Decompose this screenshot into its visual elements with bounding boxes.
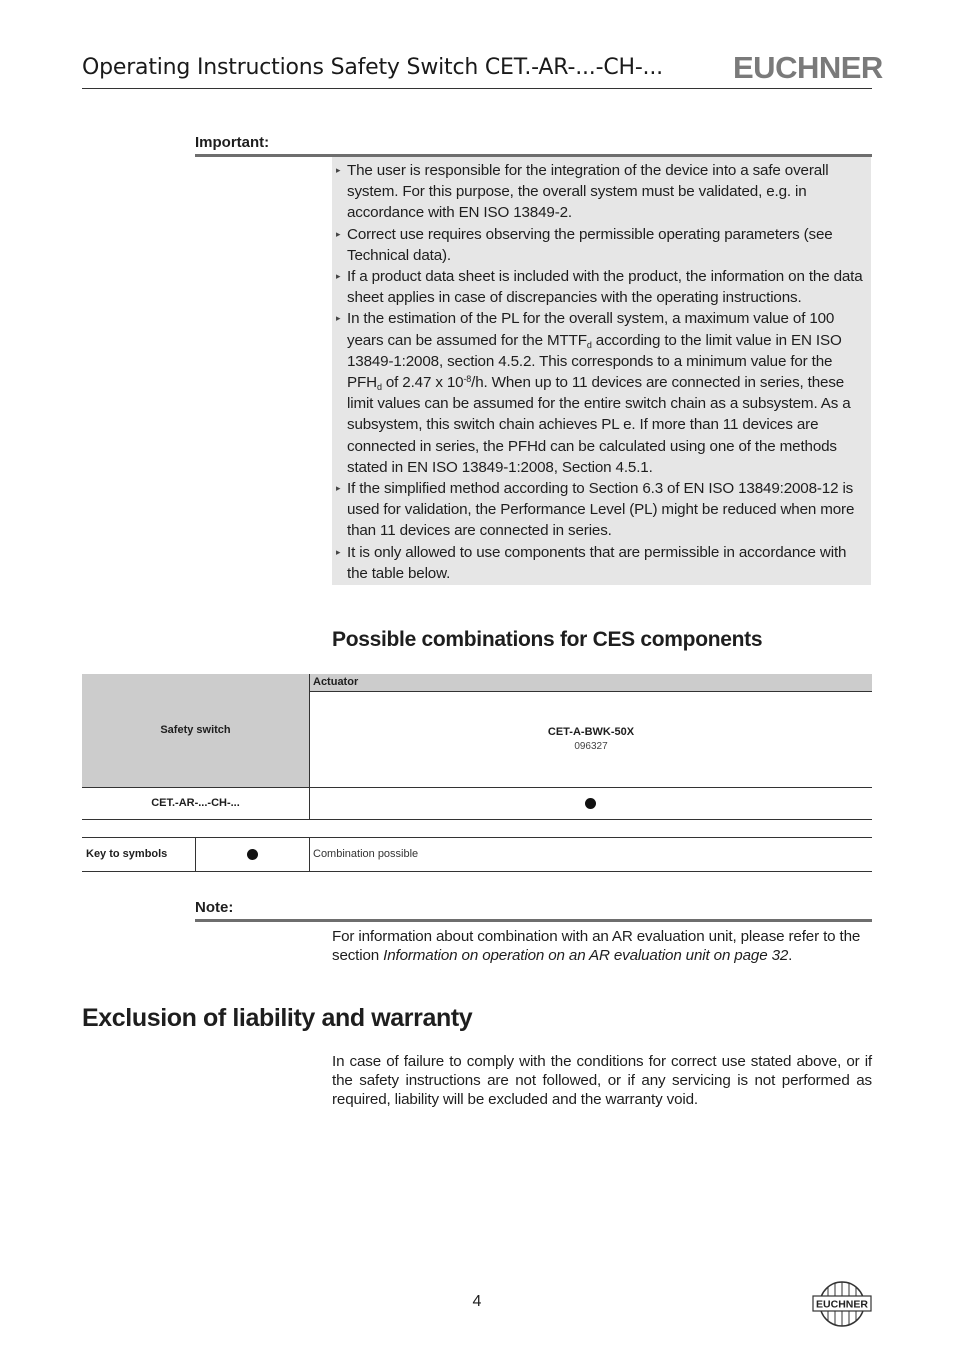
actuator-name: CET-A-BWK-50X	[547, 726, 635, 738]
switch-model-label: CET.-AR-...-CH-...	[151, 797, 240, 809]
bullet-arrow-icon: ▸	[336, 165, 341, 175]
important-item: ▸ In the estimation of the PL for the overall system, a maximum value of 100 years can be assumed for the $MTTF_d$ according to the limit value in EN ISO 13849-1:2008, section 4.5.2. This corresponds to a minimum value for the $PFH_d$ of 2.47 x $10^{-8}/h$. When up to 11 devices are connected in series, these limit values can be assumed for the entire switch chain as a subsystem. As a subsystem, this switch chain achieves PL e. If more than 11 devices are connected in series, the PFHd can be calculated using one of the methods stated in EN ISO 13849-1:2008, Section 4.5.1.	[336, 310, 851, 476]
document-title: Operating Instructions Safety Switch CET.-AR-...-CH-...	[82, 55, 663, 80]
important-box	[332, 157, 871, 585]
note-text: For information about combination with an AR evaluation unit, please refer to the section Information on operation on an AR evaluation unit on page 32.	[332, 928, 861, 964]
important-item: ▸ If the simplified method according to Section 6.3 of EN ISO 13849:2008-12 is used for validation, the Performance Level (PL) might be reduced when more than 11 devices are connected in series.	[336, 480, 855, 540]
svg-text:EUCHNER: EUCHNER	[816, 1298, 868, 1311]
combination-dot-icon	[247, 849, 258, 860]
table-line	[309, 674, 310, 820]
table-line	[82, 871, 872, 872]
actuator-header: Actuator	[310, 674, 872, 691]
key-to-symbols-label: Key to symbols	[86, 848, 168, 860]
note-label: Note:	[195, 899, 234, 916]
liability-text: In case of failure to comply with the conditions for correct use stated above, or if the safety instructions are not followed, or if any servicing is not performed as required, liability will be excluded and the warranty void.	[332, 1053, 872, 1108]
important-item: ▸ Correct use requires observing the permissible operating parameters (see Technical data).	[336, 225, 833, 264]
important-item: ▸ It is only allowed to use components that are permissible in accordance with the table below.	[336, 543, 847, 582]
safety-switch-header: Safety switch	[82, 674, 309, 787]
page-number: 4	[472, 1293, 482, 1310]
header-divider	[82, 88, 872, 89]
key-description: Combination possible	[313, 848, 419, 860]
table-line	[82, 787, 872, 788]
cross-reference: Information on operation on an AR evaluation unit on page 32	[383, 947, 789, 964]
bullet-arrow-icon: ▸	[336, 546, 341, 557]
note-divider	[195, 919, 872, 922]
bullet-arrow-icon: ▸	[336, 228, 341, 239]
table-line	[195, 837, 196, 871]
important-item: ▸ The user is responsible for the integration of the device into a safe overall system. For this purpose, the overall system must be validated, e.g. in accordance with EN ISO 13849-2.	[336, 162, 829, 222]
important-list	[332, 157, 871, 584]
combination-dot-icon	[585, 798, 596, 809]
bullet-arrow-icon: ▸	[336, 313, 341, 324]
liability-heading: Exclusion of liability and warranty	[82, 1004, 473, 1032]
bullet-arrow-icon: ▸	[336, 483, 341, 494]
actuator-order-number: 096327	[574, 741, 608, 752]
combinations-heading: Possible combinations for CES components	[332, 628, 763, 651]
table-line	[309, 837, 310, 871]
brand-logo: EUCHNER	[733, 50, 883, 85]
table-line	[82, 837, 872, 838]
euchner-logo-icon	[812, 1280, 872, 1328]
important-label: Important:	[195, 134, 270, 151]
table-line	[82, 819, 872, 820]
bullet-arrow-icon: ▸	[336, 271, 341, 282]
table-line	[310, 691, 872, 692]
important-item: ▸ If a product data sheet is included with the product, the information on the data sheet applies in case of discrepancies with the operating instructions.	[336, 268, 863, 307]
